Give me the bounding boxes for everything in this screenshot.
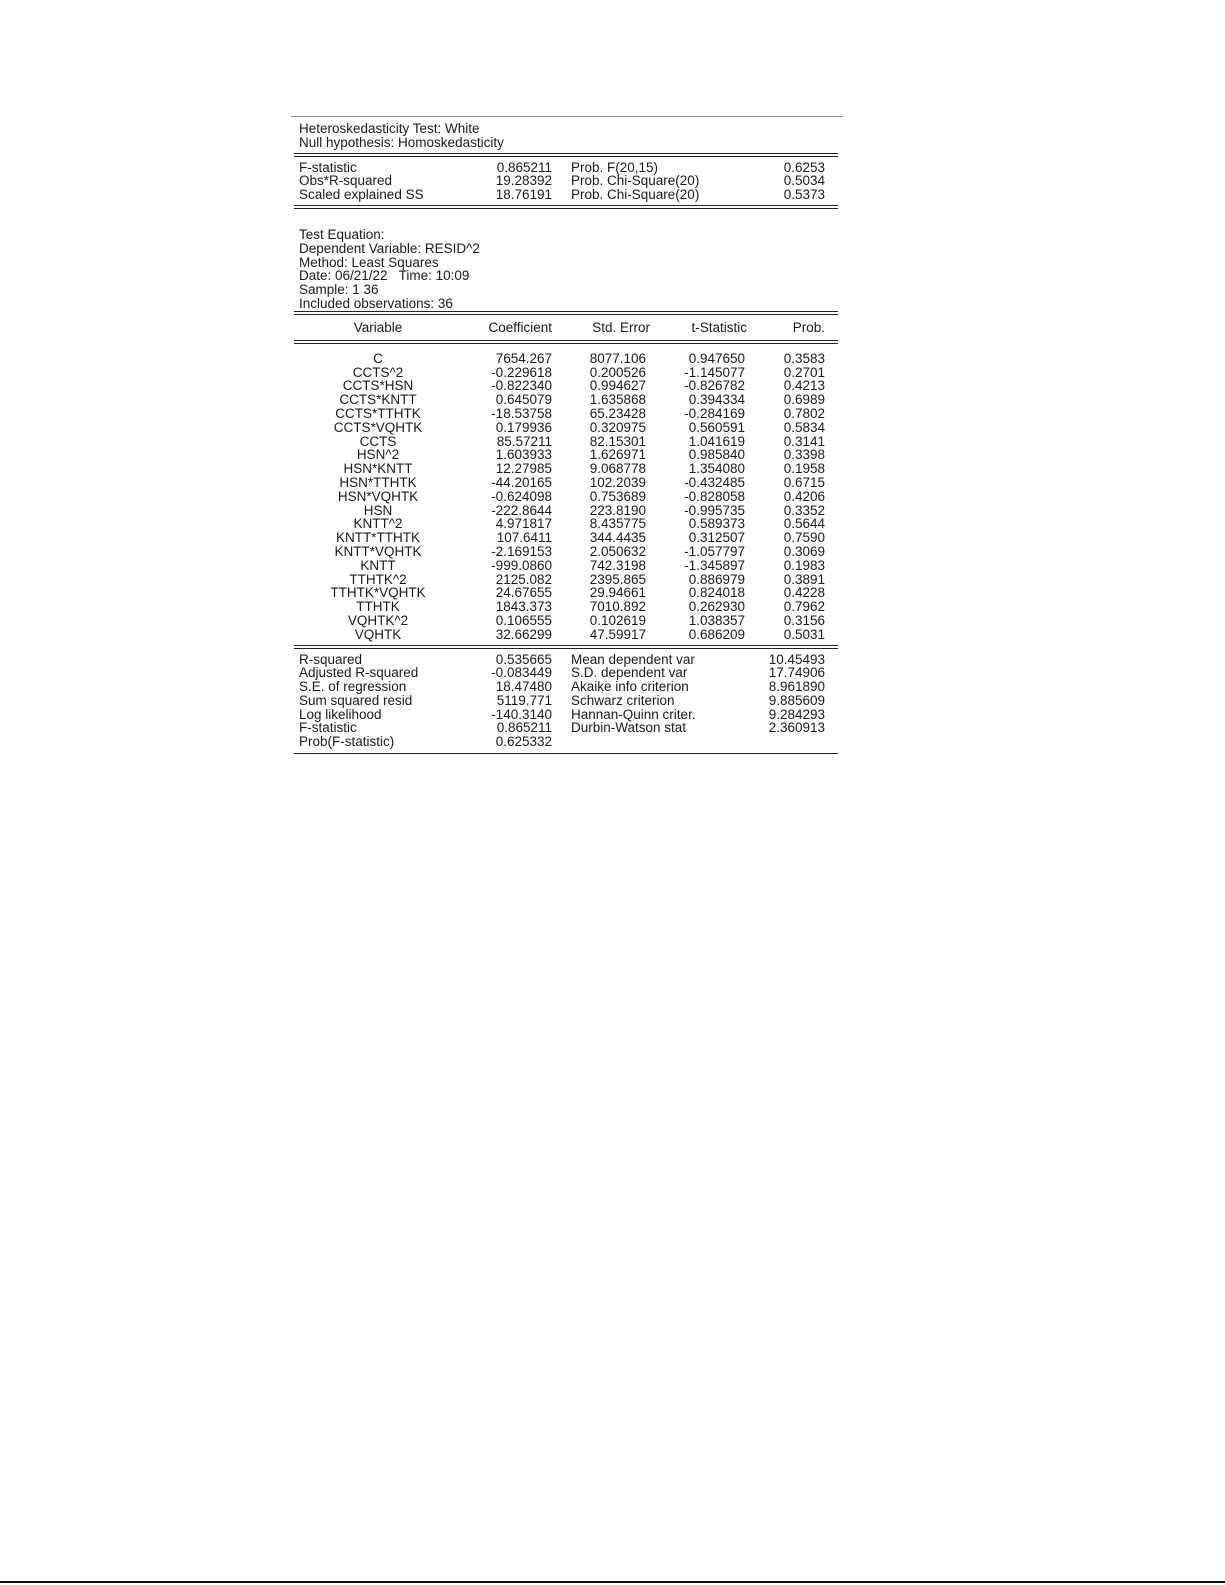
summary-name-right: Mean dependent var bbox=[571, 651, 695, 667]
variable-name: KNTT*VQHTK bbox=[334, 543, 422, 559]
std-error-value: 65.23428 bbox=[589, 405, 646, 421]
prob-value: 0.3352 bbox=[783, 502, 825, 518]
summary-name: Log likelihood bbox=[299, 706, 382, 722]
prob-value: 0.4206 bbox=[783, 488, 825, 504]
coefficient-value: 0.645079 bbox=[495, 392, 552, 408]
t-statistic-value: 0.686209 bbox=[688, 626, 745, 642]
std-error-value: 0.102619 bbox=[589, 612, 646, 628]
std-error-value: 9.068778 bbox=[589, 461, 646, 477]
t-statistic-value: 0.312507 bbox=[688, 530, 745, 546]
white-test-report bbox=[294, 122, 838, 754]
summary-value-right: 9.885609 bbox=[768, 692, 825, 708]
coef-row bbox=[294, 628, 838, 642]
std-error-value: 742.3198 bbox=[589, 557, 646, 573]
t-statistic-value: -0.828058 bbox=[684, 488, 745, 504]
stat-prob-label: Prob. Chi-Square(20) bbox=[571, 173, 700, 189]
coef-row bbox=[294, 421, 838, 435]
coef-row bbox=[294, 462, 838, 476]
std-error-value: 47.59917 bbox=[589, 626, 646, 642]
summary-row bbox=[294, 694, 838, 708]
coef-row bbox=[294, 559, 838, 573]
std-error-value: 29.94661 bbox=[589, 585, 646, 601]
report-title: Heteroskedasticity Test: White bbox=[299, 121, 480, 136]
variable-name: TTHTK bbox=[356, 599, 400, 615]
prob-value: 0.4213 bbox=[783, 378, 825, 394]
variable-name: HSN*TTHTK bbox=[339, 474, 417, 490]
variable-name: HSN bbox=[363, 502, 393, 518]
coef-table-body bbox=[294, 352, 838, 642]
divider bbox=[294, 153, 838, 157]
coefficient-value: 0.106555 bbox=[495, 612, 552, 628]
std-error-value: 7010.892 bbox=[589, 599, 646, 615]
prob-value: 0.2701 bbox=[783, 364, 825, 380]
variable-name: VQHTK^2 bbox=[347, 612, 409, 628]
equation-info-line: Date: 06/21/22 Time: 10:09 bbox=[299, 268, 470, 284]
coefficient-value: -0.822340 bbox=[491, 378, 552, 394]
summary-value-right: 10.45493 bbox=[768, 651, 825, 667]
report-header bbox=[294, 122, 838, 150]
std-error-value: 82.15301 bbox=[589, 433, 646, 449]
std-error-value: 102.2039 bbox=[589, 474, 646, 490]
coef-row bbox=[294, 366, 838, 380]
std-error-value: 223.8190 bbox=[589, 502, 646, 518]
coefficient-value: 0.179936 bbox=[495, 419, 552, 435]
page-bottom-line bbox=[0, 1581, 1225, 1583]
summary-value: 0.865211 bbox=[496, 720, 552, 736]
header-prob: Prob. bbox=[792, 319, 825, 335]
summary-name: R-squared bbox=[299, 651, 363, 667]
variable-name: KNTT*TTHTK bbox=[336, 530, 420, 546]
bottom-divider bbox=[294, 753, 838, 754]
coefficient-value: 12.27985 bbox=[495, 461, 552, 477]
null-hypothesis: Null hypothesis: Homoskedasticity bbox=[299, 134, 504, 150]
t-statistic-value: -1.345897 bbox=[684, 557, 745, 573]
prob-value: 0.3156 bbox=[783, 612, 825, 628]
t-statistic-value: 0.589373 bbox=[688, 516, 745, 532]
summary-name: Prob(F-statistic) bbox=[299, 734, 395, 750]
prob-value: 0.3891 bbox=[783, 571, 825, 587]
summary-value-right: 17.74906 bbox=[768, 665, 825, 681]
summary-name: Sum squared resid bbox=[299, 692, 413, 708]
equation-info-line: Test Equation: bbox=[299, 226, 385, 242]
std-error-value: 1.626971 bbox=[589, 447, 646, 463]
equation-info-line: Included observations: 36 bbox=[299, 295, 453, 311]
top-border-line bbox=[291, 116, 843, 117]
header-t-statistic: t-Statistic bbox=[691, 319, 747, 335]
t-statistic-value: -1.057797 bbox=[684, 543, 745, 559]
coefficient-value: -0.624098 bbox=[491, 488, 552, 504]
coef-table-header bbox=[294, 320, 838, 336]
coefficient-value: -18.53758 bbox=[491, 405, 552, 421]
stat-value: 19.28392 bbox=[495, 173, 552, 189]
summary-name-right: Akaike info criterion bbox=[571, 679, 689, 695]
prob-value: 0.3398 bbox=[783, 447, 825, 463]
prob-value: 0.6715 bbox=[783, 474, 825, 490]
summary-value: 5119.771 bbox=[496, 692, 552, 708]
summary-row bbox=[294, 666, 838, 680]
stat-prob: 0.6253 bbox=[783, 159, 825, 175]
summary-value-right: 2.360913 bbox=[768, 720, 825, 736]
std-error-value: 344.4435 bbox=[589, 530, 646, 546]
prob-value: 0.4228 bbox=[783, 585, 825, 601]
prob-value: 0.7962 bbox=[783, 599, 825, 615]
stat-prob: 0.5373 bbox=[783, 187, 825, 203]
variable-name: TTHTK*VQHTK bbox=[330, 585, 426, 601]
t-statistic-value: 0.394334 bbox=[688, 392, 745, 408]
coef-row bbox=[294, 393, 838, 407]
std-error-value: 8077.106 bbox=[589, 350, 646, 366]
prob-value: 0.7590 bbox=[783, 530, 825, 546]
std-error-value: 0.320975 bbox=[589, 419, 646, 435]
variable-name: CCTS^2 bbox=[352, 364, 404, 380]
coefficient-value: -44.20165 bbox=[491, 474, 552, 490]
variable-name: HSN*KNTT bbox=[343, 461, 413, 477]
t-statistic-value: 0.262930 bbox=[688, 599, 745, 615]
equation-info-line: Dependent Variable: RESID^2 bbox=[299, 240, 480, 256]
coefficient-value: 1.603933 bbox=[495, 447, 552, 463]
t-statistic-value: 0.560591 bbox=[688, 419, 745, 435]
t-statistic-value: 1.354080 bbox=[688, 461, 745, 477]
variable-name: CCTS*TTHTK bbox=[335, 405, 421, 421]
t-statistic-value: 0.947650 bbox=[688, 350, 745, 366]
header-coefficient: Coefficient bbox=[488, 319, 552, 335]
coefficient-value: -2.169153 bbox=[491, 543, 552, 559]
coef-row bbox=[294, 476, 838, 490]
header-variable: Variable bbox=[353, 319, 403, 335]
t-statistic-value: 1.041619 bbox=[688, 433, 745, 449]
coefficient-value: 2125.082 bbox=[495, 571, 552, 587]
variable-name: HSN*VQHTK bbox=[337, 488, 419, 504]
t-statistic-value: -0.826782 bbox=[684, 378, 745, 394]
prob-value: 0.1983 bbox=[783, 557, 825, 573]
stat-name: F-statistic bbox=[299, 159, 357, 175]
std-error-value: 2395.865 bbox=[589, 571, 646, 587]
t-statistic-value: 0.886979 bbox=[688, 571, 745, 587]
summary-name-right: Hannan-Quinn criter. bbox=[571, 706, 696, 722]
test-stat-row bbox=[294, 188, 838, 202]
summary-name-right: S.D. dependent var bbox=[571, 665, 688, 681]
coefficient-value: 32.66299 bbox=[495, 626, 552, 642]
coefficient-value: 107.6411 bbox=[496, 530, 552, 546]
header-std-error: Std. Error bbox=[592, 319, 650, 335]
std-error-value: 0.200526 bbox=[589, 364, 646, 380]
t-statistic-value: 1.038357 bbox=[688, 612, 745, 628]
divider bbox=[294, 311, 838, 315]
summary-row bbox=[294, 680, 838, 694]
summary-value: 0.535665 bbox=[495, 651, 552, 667]
coef-row bbox=[294, 448, 838, 462]
coef-row bbox=[294, 490, 838, 504]
divider bbox=[294, 645, 838, 649]
std-error-value: 0.994627 bbox=[589, 378, 646, 394]
coefficient-value: 1843.373 bbox=[495, 599, 552, 615]
coef-row bbox=[294, 573, 838, 587]
prob-value: 0.5031 bbox=[783, 626, 825, 642]
stat-value: 18.76191 bbox=[495, 187, 552, 203]
variable-name: CCTS bbox=[359, 433, 397, 449]
coefficient-value: 24.67655 bbox=[495, 585, 552, 601]
variable-name: HSN^2 bbox=[356, 447, 400, 463]
equation-info-line: Method: Least Squares bbox=[299, 254, 439, 270]
variable-name: VQHTK bbox=[354, 626, 402, 642]
variable-name: CCTS*HSN bbox=[342, 378, 414, 394]
stat-prob: 0.5034 bbox=[783, 173, 825, 189]
coefficient-value: 7654.267 bbox=[495, 350, 552, 366]
summary-value: -140.3140 bbox=[491, 706, 552, 722]
summary-name: S.E. of regression bbox=[299, 679, 407, 695]
t-statistic-value: 0.985840 bbox=[688, 447, 745, 463]
stat-value: 0.865211 bbox=[496, 159, 552, 175]
coef-row bbox=[294, 435, 838, 449]
summary-name: Adjusted R-squared bbox=[299, 665, 419, 681]
divider bbox=[294, 205, 838, 209]
prob-value: 0.5644 bbox=[783, 516, 825, 532]
coef-row bbox=[294, 352, 838, 366]
t-statistic-value: -0.995735 bbox=[684, 502, 745, 518]
t-statistic-value: -0.284169 bbox=[684, 405, 745, 421]
variable-name: CCTS*VQHTK bbox=[333, 419, 423, 435]
prob-value: 0.3069 bbox=[783, 543, 825, 559]
divider bbox=[294, 340, 838, 344]
equation-info bbox=[294, 228, 838, 311]
std-error-value: 2.050632 bbox=[589, 543, 646, 559]
prob-value: 0.5834 bbox=[783, 419, 825, 435]
t-statistic-value: -1.145077 bbox=[684, 364, 745, 380]
std-error-value: 1.635868 bbox=[589, 392, 646, 408]
summary-stats-table bbox=[294, 653, 838, 750]
summary-name: F-statistic bbox=[299, 720, 357, 736]
test-stat-row bbox=[294, 161, 838, 175]
prob-value: 0.1958 bbox=[783, 461, 825, 477]
summary-row bbox=[294, 708, 838, 722]
stat-name: Scaled explained SS bbox=[299, 187, 424, 203]
coef-row bbox=[294, 614, 838, 628]
coef-row bbox=[294, 517, 838, 531]
coef-row bbox=[294, 407, 838, 421]
equation-info-line: Sample: 1 36 bbox=[299, 282, 379, 298]
summary-value: -0.083449 bbox=[491, 665, 552, 681]
summary-row bbox=[294, 653, 838, 667]
t-statistic-value: -0.432485 bbox=[684, 474, 745, 490]
summary-value: 0.625332 bbox=[495, 734, 552, 750]
stat-prob-label: Prob. F(20,15) bbox=[571, 159, 659, 175]
stat-name: Obs*R-squared bbox=[299, 173, 393, 189]
coefficient-value: 85.57211 bbox=[496, 433, 552, 449]
summary-value: 18.47480 bbox=[495, 679, 552, 695]
coefficient-value: 4.971817 bbox=[495, 516, 552, 532]
std-error-value: 0.753689 bbox=[589, 488, 646, 504]
t-statistic-value: 0.824018 bbox=[688, 585, 745, 601]
stat-prob-label: Prob. Chi-Square(20) bbox=[571, 187, 700, 203]
variable-name: C bbox=[373, 350, 383, 366]
prob-value: 0.7802 bbox=[783, 405, 825, 421]
coef-row bbox=[294, 379, 838, 393]
prob-value: 0.6989 bbox=[783, 392, 825, 408]
std-error-value: 8.435775 bbox=[589, 516, 646, 532]
coefficient-value: -0.229618 bbox=[491, 364, 552, 380]
coefficient-value: -222.8644 bbox=[491, 502, 552, 518]
coef-row bbox=[294, 586, 838, 600]
prob-value: 0.3141 bbox=[783, 433, 825, 449]
summary-name-right: Schwarz criterion bbox=[571, 692, 675, 708]
coefficient-value: -999.0860 bbox=[491, 557, 552, 573]
summary-row bbox=[294, 721, 838, 735]
coef-row bbox=[294, 504, 838, 518]
prob-value: 0.3583 bbox=[783, 350, 825, 366]
variable-name: KNTT^2 bbox=[353, 516, 403, 532]
test-stats-table bbox=[294, 161, 838, 202]
summary-value-right: 9.284293 bbox=[768, 706, 825, 722]
coef-row bbox=[294, 531, 838, 545]
coef-row bbox=[294, 545, 838, 559]
variable-name: CCTS*KNTT bbox=[339, 392, 417, 408]
summary-value-right: 8.961890 bbox=[768, 679, 825, 695]
variable-name: TTHTK^2 bbox=[349, 571, 407, 587]
summary-row bbox=[294, 735, 838, 749]
summary-name-right: Durbin-Watson stat bbox=[571, 720, 687, 736]
variable-name: KNTT bbox=[360, 557, 396, 573]
coef-row bbox=[294, 600, 838, 614]
test-stat-row bbox=[294, 174, 838, 188]
